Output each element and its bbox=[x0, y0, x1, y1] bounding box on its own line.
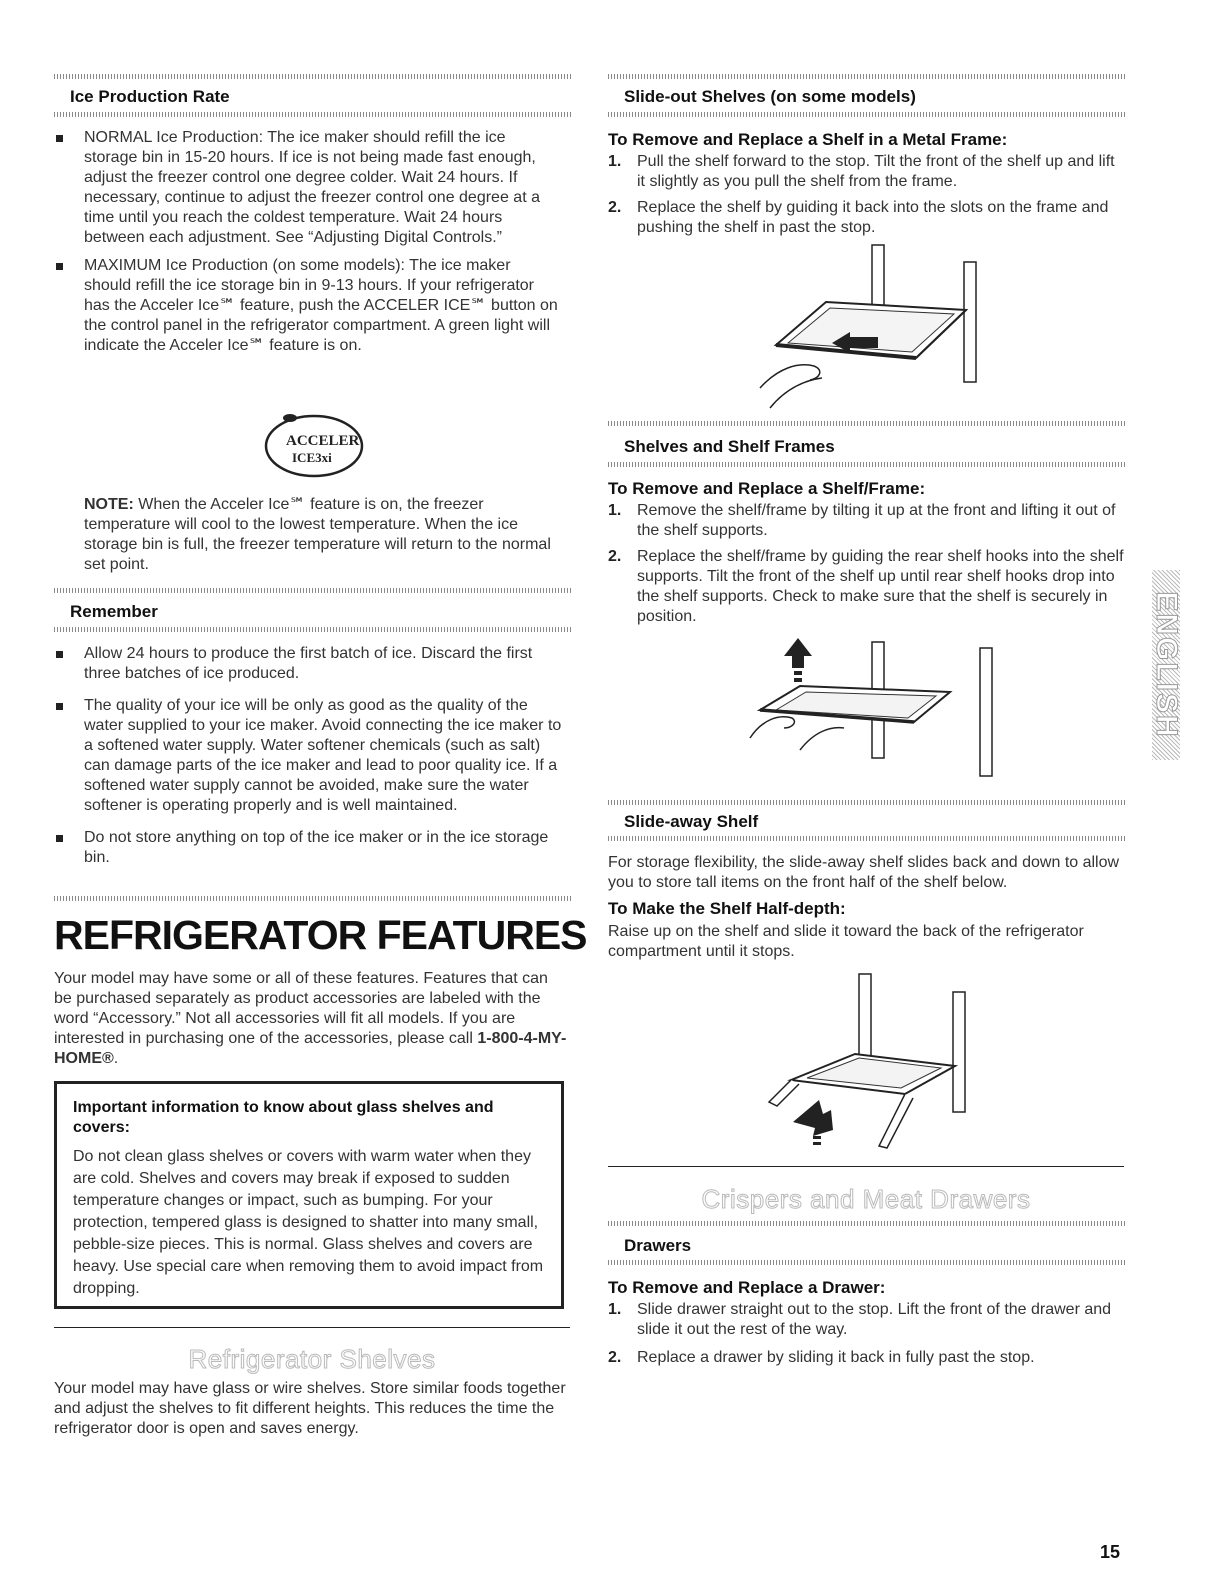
push-arrow-icon bbox=[793, 1100, 833, 1136]
refrigerator-shelves-title: Refrigerator Shelves bbox=[188, 1344, 436, 1374]
step-number: 1. bbox=[608, 502, 622, 519]
slide-out-subtitle: To Remove and Replace a Shelf in a Metal Frame: bbox=[608, 130, 1008, 149]
step-number: 2. bbox=[608, 199, 622, 216]
step-text: Pull the shelf forward to the stop. Tilt the front of the shelf up and lift it slightly as you pull the shelf from the frame. bbox=[637, 153, 1115, 190]
slide-out-shelves-title: Slide-out Shelves (on some models) bbox=[624, 87, 916, 106]
note-text: When the Acceler Ice℠ feature is on, the freezer temperature will cool to the lowest temperature. When the ice storage bin is full, the freezer temperature will return to the normal set point. bbox=[84, 496, 551, 573]
up-arrow-icon bbox=[784, 638, 812, 668]
half-depth-subtitle: To Make the Shelf Half-depth: bbox=[608, 899, 846, 918]
step-text: Replace a drawer by sliding it back in fully past the stop. bbox=[637, 1349, 1035, 1366]
section-rule bbox=[608, 1166, 1124, 1167]
shelf-frames-steps bbox=[608, 501, 1124, 633]
section-divider bbox=[54, 74, 572, 79]
warning-text: Do not clean glass shelves or covers with warm water when they are cold. Shelves and covers may break if exposed to sudden temperature changes or impact, such as bumping. For your protection, tempered glass is designed to shatter into many small, pebble-size pieces. This is normal. Glass shelves and covers are heavy. Use special care when removing them to avoid impact from dropping. bbox=[73, 1148, 544, 1297]
slide-away-title: Slide-away Shelf bbox=[624, 812, 759, 831]
button-label-acceler: ACCELER bbox=[286, 433, 360, 449]
crispers-title: Crispers and Meat Drawers bbox=[701, 1184, 1031, 1214]
section-divider bbox=[608, 112, 1126, 117]
side-tab-label: ENGLISH bbox=[1150, 591, 1183, 739]
list-item: The quality of your ice will be only as good as the quality of the water supplied to your ice maker. Avoid connecting the ice maker to a softened water supply. Water softener chemicals (such as salt) can damage parts of the ice maker and lead to poor quality ice. If a softened water supply cannot be avoided, make sure the water softener is operating properly and is well maintained. bbox=[54, 696, 570, 816]
list-item: Allow 24 hours to produce the first batch of ice. Discard the first three batches of ice produced. bbox=[54, 644, 570, 684]
step-item bbox=[608, 501, 1124, 541]
step-item bbox=[608, 198, 1124, 238]
acceler-ice-button-illustration bbox=[256, 410, 376, 478]
section-divider bbox=[608, 74, 1126, 79]
section-rule bbox=[54, 1327, 570, 1328]
section-divider bbox=[608, 1221, 1126, 1226]
drawers-steps bbox=[608, 1300, 1124, 1374]
section-divider bbox=[608, 462, 1126, 467]
step-number: 2. bbox=[608, 1349, 622, 1366]
drawers-subtitle: To Remove and Replace a Drawer: bbox=[608, 1278, 886, 1297]
phone-number: 1-800-4-MY-HOME® bbox=[54, 1030, 567, 1067]
half-depth-text: Raise up on the shelf and slide it toward the back of the refrigerator compartment until it stops. bbox=[608, 923, 1084, 960]
button-label-ice: ICE3xi bbox=[292, 450, 332, 465]
step-text: Slide drawer straight out to the stop. Lift the front of the drawer and slide it out the rest of the way. bbox=[637, 1301, 1112, 1338]
slide-away-text: For storage flexibility, the slide-away shelf slides back and down to allow you to store tall items on the front half of the shelf below. bbox=[608, 854, 1120, 891]
step-item bbox=[608, 1300, 1124, 1340]
section-divider bbox=[54, 627, 572, 632]
step-number: 1. bbox=[608, 1301, 622, 1318]
section-divider bbox=[54, 896, 572, 901]
language-side-tab bbox=[1150, 570, 1183, 760]
shelves-text: Your model may have glass or wire shelves. Store similar foods together and adjust the shelves to fit different heights. This reduces the time the refrigerator door is open and saves energy. bbox=[54, 1380, 566, 1437]
step-text: Replace the shelf/frame by guiding the rear shelf hooks into the shelf supports. Tilt the front of the shelf up until rear shelf hooks drop into the shelf supports. Check to make sure that the shelf is securely in position. bbox=[637, 548, 1124, 625]
refrigerator-features-title: REFRIGERATOR FEATURES bbox=[54, 912, 587, 958]
section-divider bbox=[608, 1260, 1126, 1265]
step-item bbox=[608, 547, 1124, 627]
metal-frame-shelf-illustration bbox=[740, 240, 1000, 410]
step-number: 1. bbox=[608, 153, 622, 170]
section-divider bbox=[608, 836, 1126, 841]
intro-text: Your model may have some or all of these features. Features that can be purchased separately as product accessories are labeled with the word “Accessory.” Not all accessories will fit all models. If you are interested in purchasing one of the accessories, please call bbox=[54, 970, 548, 1047]
glass-shelves-warning-box bbox=[54, 1081, 564, 1309]
slide-out-steps bbox=[608, 152, 1124, 244]
list-item: NORMAL Ice Production: The ice maker should refill the ice storage bin in 15-20 hours. If ice is not being made fast enough, adjust the freezer control one degree colder. Wait 24 hours. If necessary, continue to adjust the freezer control one degree at a time until you reach the coldest temperature. Wait 24 hours between each adjustment. See “Adjusting Digital Controls.” bbox=[54, 128, 560, 248]
features-intro bbox=[54, 969, 570, 1069]
section-divider bbox=[54, 112, 572, 117]
shelf-frames-subtitle: To Remove and Replace a Shelf/Frame: bbox=[608, 479, 926, 498]
slide-away-shelf-illustration bbox=[755, 970, 985, 1160]
ice-production-list bbox=[54, 128, 560, 364]
section-divider bbox=[608, 800, 1126, 805]
drawers-title: Drawers bbox=[624, 1236, 692, 1255]
ice-production-title: Ice Production Rate bbox=[70, 87, 230, 106]
ice-note bbox=[84, 495, 570, 575]
step-item bbox=[608, 152, 1124, 192]
section-divider bbox=[54, 588, 572, 593]
shelf-frame-illustration bbox=[730, 638, 1000, 778]
step-text: Remove the shelf/frame by tilting it up at the front and lifting it out of the shelf supports. bbox=[637, 502, 1116, 539]
remember-list bbox=[54, 644, 570, 876]
section-divider bbox=[608, 421, 1126, 426]
step-text: Replace the shelf by guiding it back into the slots on the frame and pushing the shelf in past the stop. bbox=[637, 199, 1109, 236]
intro-period: . bbox=[113, 1050, 119, 1067]
list-item: MAXIMUM Ice Production (on some models): The ice maker should refill the ice storage bin in 9-13 hours. If your refrigerator has the Acceler Ice℠ feature, push the ACCELER ICE℠ button on the control panel in the refrigerator compartment. A green light will indicate the Acceler Ice℠ feature is on. bbox=[54, 256, 560, 356]
note-label: NOTE: bbox=[84, 496, 134, 513]
list-item: Do not store anything on top of the ice maker or in the ice storage bin. bbox=[54, 828, 570, 868]
warning-title: Important information to know about glass shelves and covers: bbox=[73, 1099, 494, 1136]
page-number: 15 bbox=[1100, 1542, 1121, 1562]
shelf-frames-title: Shelves and Shelf Frames bbox=[624, 437, 835, 456]
remember-title: Remember bbox=[70, 602, 158, 621]
step-number: 2. bbox=[608, 548, 622, 565]
step-item bbox=[608, 1348, 1124, 1368]
